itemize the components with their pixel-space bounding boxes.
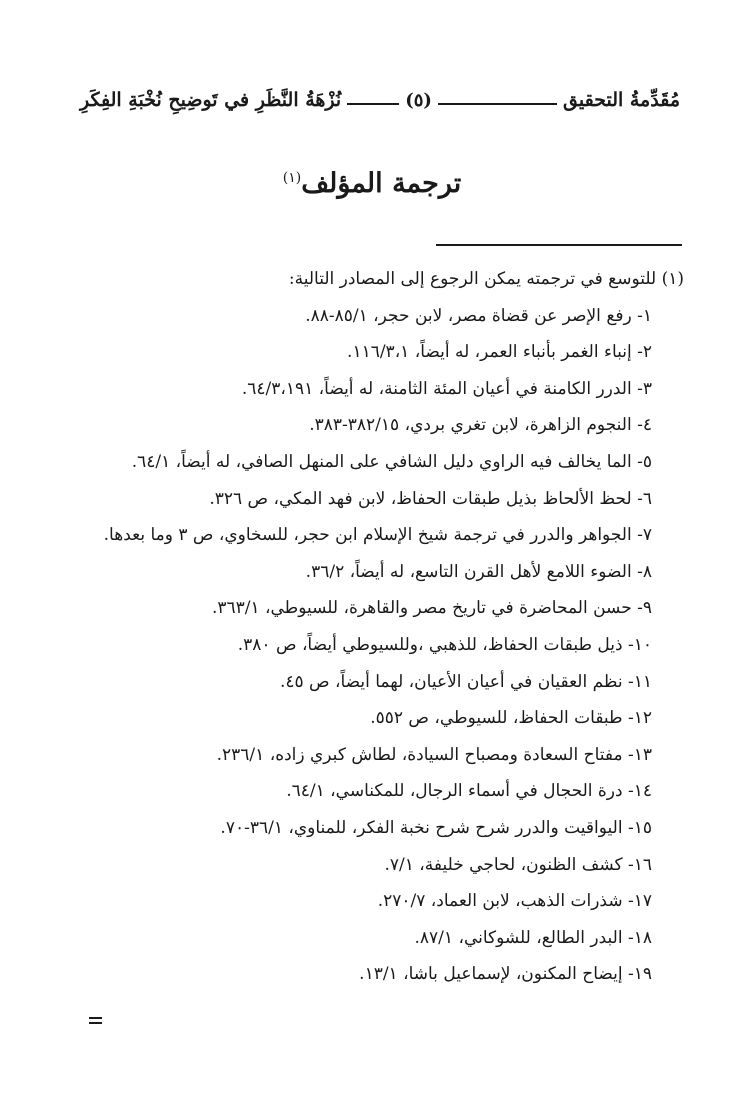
source-item: ١٠- ذيل طبقات الحفاظ، للذهبي ،وللسيوطي أيضاً، ص ٣٨٠.: [237, 634, 652, 655]
continuation-mark-line: [89, 1022, 102, 1024]
footnote-intro: (١) للتوسع في ترجمته يمكن الرجوع إلى المصادر التالية:: [288, 269, 684, 289]
source-item: ١٧- شذرات الذهب، لابن العماد، ٢٧٠/٧.: [377, 891, 652, 912]
source-item: ١٣- مفتاح السعادة ومصباح السيادة، لطاش كبري زاده، ٢٣٦/١.: [216, 744, 652, 765]
source-item: ١٤- درة الحجال في أسماء الرجال، للمكناسي، ٦٤/١.: [286, 781, 652, 802]
source-item: ٧- الجواهر والدرر في ترجمة شيخ الإسلام ابن حجر، للسخاوي، ص ٣ وما بعدها.: [103, 525, 652, 546]
source-item: ٩- حسن المحاضرة في تاريخ مصر والقاهرة، للسيوطي، ٣٦٣/١.: [211, 598, 652, 619]
footnote-separator: [436, 244, 682, 246]
source-item: ١٢- طبقات الحفاظ، للسيوطي، ص ٥٥٢.: [370, 708, 652, 729]
source-item: ١٨- البدر الطالع، للشوكاني، ٨٧/١.: [414, 927, 652, 948]
source-item: ١٩- إيضاح المكنون، لإسماعيل باشا، ١٣/١.: [359, 964, 652, 985]
continuation-mark: [89, 1017, 102, 1027]
source-item: ٦- لحظ الألحاظ بذيل طبقات الحفاظ، لابن فهد المكي، ص ٣٢٦.: [209, 488, 652, 509]
section-title-text: ترجمة المؤلف: [301, 168, 462, 200]
source-item: ١٥- اليواقيت والدرر شرح شرح نخبة الفكر، للمناوي، ٣٦/١-٧٠.: [220, 817, 652, 838]
running-header: [80, 84, 680, 116]
source-item: ٨- الضوء اللامع لأهل القرن التاسع، له أيضاً، ٣٦/٢.: [305, 561, 652, 582]
header-right-title: مُقَدِّمةُ التحقيق: [563, 89, 680, 111]
source-item: ١١- نظم العقيان في أعيان الأعيان، لهما أيضاً، ص ٤٥.: [279, 671, 652, 692]
header-rule-left: [347, 103, 399, 105]
section-title: [0, 168, 744, 199]
header-left-title: نُزْهَةُ النَّظَرِ في تَوضِيحِ نُخْبَةِ الفِكَرِ: [80, 89, 342, 111]
header-rule-right: [438, 103, 557, 105]
source-item: ٣- الدرر الكامنة في أعيان المئة الثامنة، له أيضاً، ٦٤/٣،١٩١.: [241, 378, 652, 399]
source-item: ١- رفع الإصر عن قضاة مصر، لابن حجر، ٨٥/١-٨٨.: [305, 305, 652, 326]
footnote-ref: (١): [282, 170, 302, 187]
source-item: ٤- النجوم الزاهرة، لابن تغري بردي، ٣٨٢/١٥-٣٨٣.: [309, 415, 652, 436]
continuation-mark-line: [89, 1017, 102, 1019]
source-item: ١٦- كشف الظنون، لحاجي خليفة، ٧/١.: [384, 854, 652, 875]
source-list: [40, 298, 684, 993]
footnote: [40, 261, 684, 993]
source-item: ٢- إنباء الغمر بأنباء العمر، له أيضاً، ١١٦/٣،١.: [347, 342, 652, 363]
source-item: ٥- الما يخالف فيه الراوي دليل الشافي على المنهل الصافي، له أيضاً، ٦٤/١.: [131, 451, 652, 472]
page-number: (٥): [405, 89, 432, 111]
